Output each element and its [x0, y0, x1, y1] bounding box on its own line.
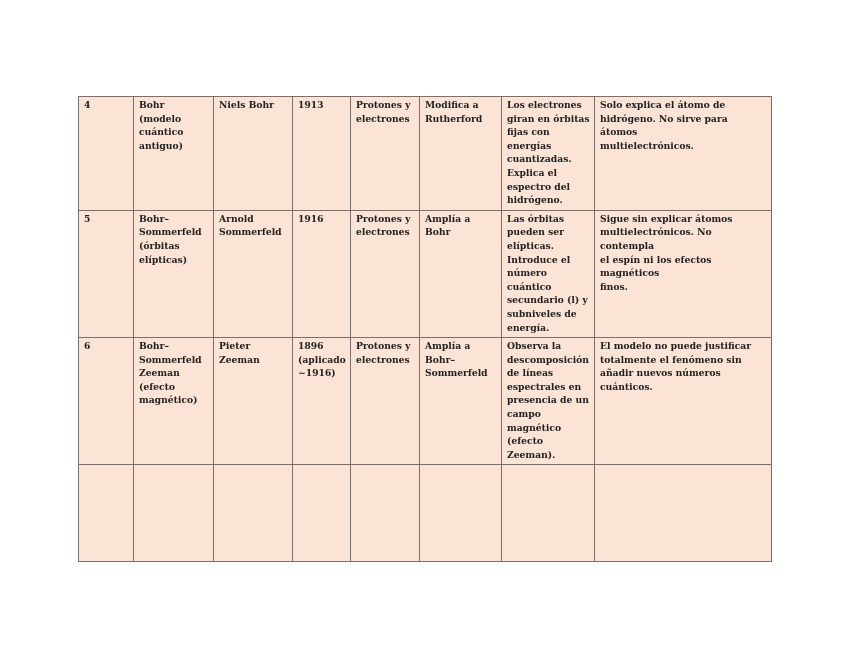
cell-year: 1916	[293, 210, 351, 337]
cell-particles: Protones y electrones	[351, 97, 420, 211]
cell-model: Bohr– Sommerfeld (órbitas elípticas)	[134, 210, 214, 337]
cell-contribution: Observa la descomposición de líneas espectrales en presencia de un campo magnético (efecto Zeeman).	[502, 338, 595, 465]
cell-author: Arnold Sommerfeld	[214, 210, 293, 337]
cell-contribution: Las órbitas pueden ser elípticas. Introduce el número cuántico secundario (l) y subniveles de energía.	[502, 210, 595, 337]
cell-author	[214, 465, 293, 562]
table-row	[79, 338, 772, 465]
cell-model: Bohr– Sommerfeld Zeeman (efecto magnético)	[134, 338, 214, 465]
cell-relation: Amplía a Bohr	[420, 210, 502, 337]
table-row-empty	[79, 465, 772, 562]
cell-year	[293, 465, 351, 562]
cell-model	[134, 465, 214, 562]
cell-contribution	[502, 465, 595, 562]
cell-relation: Modifica a Rutherford	[420, 97, 502, 211]
cell-year: 1913	[293, 97, 351, 211]
cell-year: 1896 (aplicado ~1916)	[293, 338, 351, 465]
cell-relation	[420, 465, 502, 562]
cell-limitations: El modelo no puede justificar totalmente el fenómeno sin añadir nuevos números cuánticos.	[595, 338, 772, 465]
cell-model: Bohr (modelo cuántico antiguo)	[134, 97, 214, 211]
cell-relation: Amplía a Bohr– Sommerfeld	[420, 338, 502, 465]
cell-particles: Protones y electrones	[351, 338, 420, 465]
cell-author: Pieter Zeeman	[214, 338, 293, 465]
table-row	[79, 210, 772, 337]
cell-limitations: Sigue sin explicar átomos multielectrónicos. No contempla el espín ni los efectos magnéticos finos.	[595, 210, 772, 337]
cell-particles: Protones y electrones	[351, 210, 420, 337]
table-row	[79, 97, 772, 211]
cell-author: Niels Bohr	[214, 97, 293, 211]
atomic-models-table	[78, 96, 772, 562]
cell-limitations	[595, 465, 772, 562]
cell-limitations: Solo explica el átomo de hidrógeno. No sirve para átomos multielectrónicos.	[595, 97, 772, 211]
cell-number: 6	[79, 338, 134, 465]
cell-number: 4	[79, 97, 134, 211]
cell-particles	[351, 465, 420, 562]
cell-number: 5	[79, 210, 134, 337]
cell-number	[79, 465, 134, 562]
cell-contribution: Los electrones giran en órbitas fijas con energías cuantizadas. Explica el espectro del hidrógeno.	[502, 97, 595, 211]
